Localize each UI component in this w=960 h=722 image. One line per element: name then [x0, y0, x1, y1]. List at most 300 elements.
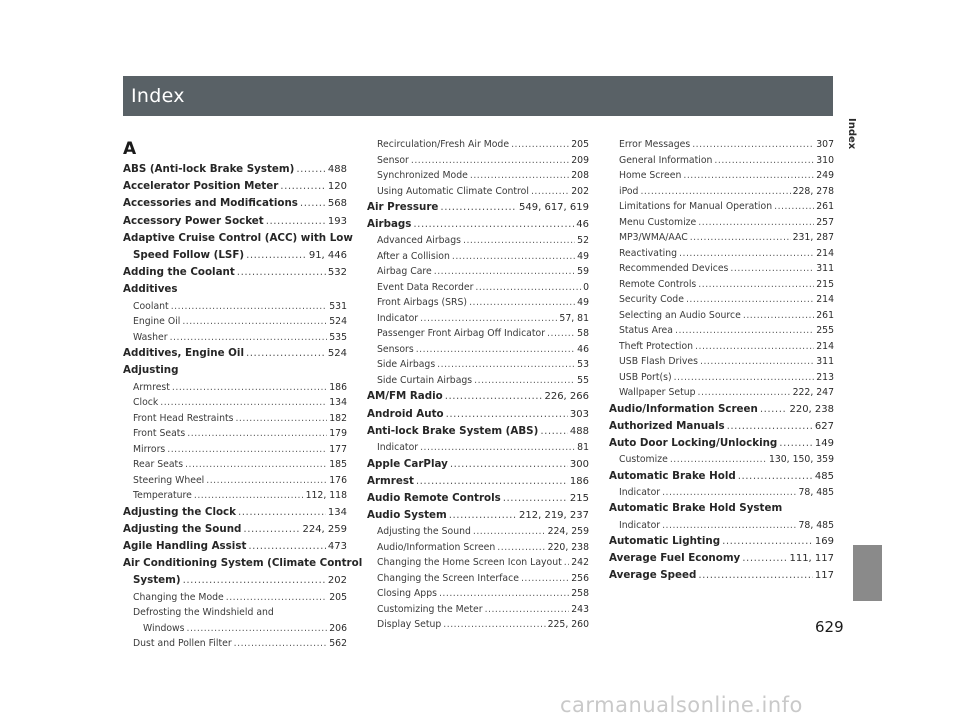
- index-subentry: [367, 153, 589, 169]
- index-entry: [123, 572, 347, 589]
- entry-page-ref: 535: [329, 331, 347, 343]
- index-subentry: [123, 488, 347, 504]
- entry-page-ref: 78, 485: [798, 486, 834, 498]
- index-subentry: [123, 621, 347, 637]
- dot-leader: [698, 385, 791, 401]
- index-subentry: [367, 249, 589, 265]
- dot-leader: [686, 292, 814, 308]
- dot-leader: [266, 213, 326, 230]
- dot-leader: [670, 452, 767, 468]
- entry-page-ref: 568: [327, 198, 347, 210]
- entry-label: Side Curtain Airbags: [377, 374, 473, 386]
- entry-page-ref: 531: [329, 300, 347, 312]
- dot-leader: [182, 314, 327, 330]
- dot-leader: [238, 504, 326, 521]
- entry-label: Steering Wheel: [133, 474, 205, 486]
- index-entry: [609, 567, 834, 584]
- entry-label: Temperature: [133, 490, 192, 502]
- index-entry: [123, 538, 347, 555]
- entry-label: Front Head Restraints: [133, 412, 234, 424]
- entry-label: ABS (Anti-lock Brake System): [123, 163, 295, 175]
- index-entry: [123, 195, 347, 212]
- index-subentry: [609, 215, 834, 231]
- entry-page-ref: 112, 118: [305, 490, 347, 502]
- entry-page-ref: 208: [571, 170, 589, 181]
- page-number: 629: [815, 618, 844, 636]
- index-subentry: [367, 357, 589, 373]
- entry-page-ref: 0: [583, 281, 589, 293]
- index-subentry: [123, 590, 347, 606]
- entry-label: Limitations for Manual Operation: [619, 201, 773, 212]
- index-heading: Adaptive Cruise Control (ACC) with Low: [123, 231, 353, 244]
- entry-page-ref: 130, 150, 359: [768, 454, 834, 466]
- entry-label: Washer: [133, 331, 168, 343]
- entry-page-ref: 627: [814, 420, 834, 432]
- entry-page-ref: 261: [816, 201, 834, 212]
- dot-leader: [445, 388, 543, 405]
- index-subentry: [367, 586, 589, 602]
- entry-page-ref: 186: [329, 381, 347, 393]
- index-subentry: [609, 230, 834, 246]
- dot-leader: [434, 264, 575, 280]
- dot-leader: [714, 153, 814, 169]
- entry-label: Remote Controls: [619, 278, 697, 290]
- index-subentry: [367, 233, 589, 249]
- dot-leader: [742, 550, 787, 567]
- entry-label: Synchronized Mode: [377, 170, 468, 181]
- dot-leader: [662, 485, 796, 501]
- entry-label: Audio/Information Screen: [377, 541, 496, 553]
- index-column-2: [367, 137, 589, 633]
- entry-label: After a Collision: [377, 250, 450, 262]
- entry-page-ref: 300: [569, 458, 589, 470]
- index-subentry: [609, 518, 834, 534]
- entry-page-ref: 120: [327, 181, 347, 193]
- dot-leader: [698, 567, 813, 584]
- entry-label: Sensor: [377, 154, 409, 166]
- entry-page-ref: 49: [577, 250, 589, 262]
- entry-label: Automatic Lighting: [609, 535, 721, 548]
- entry-label: Advanced Airbags: [377, 235, 461, 247]
- entry-page-ref: 224, 259: [302, 523, 347, 535]
- entry-label: Average Speed: [609, 569, 697, 582]
- entry-page-ref: 46: [576, 219, 589, 231]
- index-entry: [123, 504, 347, 521]
- index-subentry: [367, 555, 589, 571]
- index-entry: [609, 401, 834, 418]
- section-letter: A: [123, 139, 137, 159]
- entry-label: Status Area: [619, 325, 673, 336]
- index-heading: Additives: [123, 283, 178, 296]
- dot-leader: [413, 216, 574, 233]
- entry-page-ref: 303: [569, 408, 589, 420]
- index-entry: [123, 264, 347, 281]
- entry-label: Using Automatic Climate Control: [377, 185, 529, 197]
- entry-page-ref: 59: [577, 266, 589, 278]
- index-subentry: [367, 540, 589, 556]
- entry-page-ref: 213: [816, 371, 834, 383]
- entry-page-ref: 134: [329, 397, 347, 409]
- entry-page-ref: 220, 238: [547, 541, 589, 553]
- entry-page-ref: 206: [329, 622, 347, 634]
- index-subentry: [123, 457, 347, 473]
- entry-page-ref: 202: [571, 185, 589, 197]
- entry-page-ref: 222, 247: [792, 387, 834, 398]
- entry-label: Audio System: [367, 509, 447, 522]
- entry-label: Adding the Coolant: [123, 266, 235, 279]
- dot-leader: [183, 572, 326, 589]
- side-tab-label: Index: [846, 118, 857, 150]
- entry-label: Dust and Pollen Filter: [133, 638, 232, 650]
- index-heading: Automatic Brake Hold System: [609, 502, 783, 515]
- entry-label: Changing the Home Screen Icon Layout: [377, 557, 562, 569]
- index-header-bar: [123, 76, 833, 116]
- entry-page-ref: 473: [327, 540, 347, 552]
- dot-leader: [774, 199, 814, 215]
- index-entry: [609, 533, 834, 550]
- index-subentry: [367, 571, 589, 587]
- entry-page-ref: 46: [577, 343, 589, 355]
- entry-label: Display Setup: [377, 619, 442, 631]
- dot-leader: [730, 261, 814, 277]
- dot-leader: [439, 586, 569, 602]
- entry-label: System): [133, 574, 181, 587]
- dot-leader: [449, 507, 517, 524]
- entry-label: Recommended Devices: [619, 263, 729, 274]
- entry-page-ref: 193: [327, 215, 347, 227]
- entry-page-ref: 255: [816, 325, 834, 336]
- index-subentry: [123, 380, 347, 396]
- entry-label: Side Airbags: [377, 359, 436, 371]
- watermark: carmanualsonline.info: [560, 693, 803, 717]
- entry-page-ref: 243: [571, 603, 589, 615]
- index-subentry: [367, 184, 589, 200]
- index-entry: [609, 550, 834, 567]
- index-subentry: [367, 168, 589, 184]
- entry-label: Indicator: [377, 312, 419, 324]
- entry-page-ref: 311: [816, 263, 834, 274]
- entry-label: Coolant: [133, 300, 169, 312]
- index-entry: [367, 423, 589, 440]
- dot-leader: [760, 401, 788, 418]
- index-subentry: [367, 137, 589, 153]
- entry-page-ref: 91, 446: [308, 250, 347, 262]
- entry-label: Rear Seats: [133, 459, 184, 471]
- entry-label: Anti-lock Brake System (ABS): [367, 424, 539, 437]
- index-entry: [367, 490, 589, 507]
- dot-leader: [485, 602, 570, 618]
- index-subentry: [367, 295, 589, 311]
- index-subentry: [609, 485, 834, 501]
- index-subentry: [123, 426, 347, 442]
- entry-label: USB Flash Drives: [619, 356, 698, 367]
- entry-page-ref: 53: [577, 359, 589, 371]
- entry-page-ref: 182: [329, 412, 347, 424]
- dot-leader: [246, 247, 307, 264]
- dot-leader: [473, 524, 546, 540]
- entry-label: USB Port(s): [619, 371, 672, 383]
- dot-leader: [679, 246, 814, 262]
- index-subentry: [367, 264, 589, 280]
- index-entry: [367, 507, 589, 524]
- index-subentry: [367, 440, 589, 456]
- index-subentry: [123, 299, 347, 315]
- entry-page-ref: 261: [816, 309, 834, 321]
- dot-leader: [564, 555, 570, 571]
- index-entry: [123, 247, 347, 264]
- entry-label: Auto Door Locking/Unlocking: [609, 436, 778, 449]
- index-subentry: [123, 473, 347, 489]
- entry-page-ref: 231, 287: [792, 232, 834, 243]
- index-subentry: [609, 137, 834, 153]
- index-entry: [367, 456, 589, 473]
- dot-leader: [700, 354, 814, 370]
- dot-leader: [160, 395, 327, 411]
- dot-leader: [474, 373, 575, 389]
- entry-page-ref: 214: [816, 247, 834, 259]
- index-subentry: [609, 168, 834, 184]
- entry-label: Indicator: [619, 519, 661, 531]
- entry-page-ref: 111, 117: [789, 553, 834, 565]
- dot-leader: [547, 326, 575, 342]
- entry-page-ref: 205: [329, 591, 347, 603]
- entry-label: Indicator: [377, 442, 419, 454]
- dot-leader: [248, 538, 326, 555]
- dot-leader: [420, 440, 575, 456]
- entry-label: AM/FM Radio: [367, 390, 443, 403]
- entry-page-ref: 214: [816, 294, 834, 305]
- side-tab: [853, 76, 882, 158]
- dot-leader: [185, 457, 327, 473]
- dot-leader: [511, 137, 569, 153]
- entry-page-ref: 242: [571, 557, 589, 569]
- index-subentry: [609, 370, 834, 386]
- dot-leader: [531, 184, 569, 200]
- index-subentry: [609, 308, 834, 324]
- entry-label: Accessories and Modifications: [123, 197, 298, 210]
- index-subentry: [123, 330, 347, 346]
- entry-label: Closing Apps: [377, 588, 437, 600]
- dot-leader: [470, 168, 569, 184]
- entry-page-ref: 311: [816, 356, 834, 367]
- entry-page-ref: 185: [329, 459, 347, 471]
- dot-leader: [280, 178, 326, 195]
- entry-label: Audio Remote Controls: [367, 491, 501, 504]
- entry-page-ref: 134: [327, 506, 347, 518]
- index-subentry: [367, 524, 589, 540]
- entry-label: Front Airbags (SRS): [377, 297, 468, 309]
- entry-page-ref: 179: [329, 428, 347, 440]
- entry-label: Security Code: [619, 294, 684, 305]
- index-entry: [123, 345, 347, 362]
- index-subentry: [367, 602, 589, 618]
- index-subentry: [609, 292, 834, 308]
- index-subentry: [609, 323, 834, 339]
- dot-leader: [437, 357, 575, 373]
- dot-leader: [675, 323, 814, 339]
- entry-page-ref: 209: [571, 154, 589, 166]
- index-column-1: [123, 137, 363, 652]
- index-entry: [609, 468, 834, 485]
- dot-leader: [690, 230, 791, 246]
- index-entry: [609, 418, 834, 435]
- index-entry: [123, 178, 347, 195]
- entry-page-ref: 258: [571, 588, 589, 600]
- entry-label: Adjusting the Clock: [123, 505, 236, 518]
- entry-page-ref: 307: [816, 139, 834, 150]
- entry-label: Mirrors: [133, 443, 166, 455]
- index-subentry: [609, 199, 834, 215]
- entry-label: Changing the Mode: [133, 591, 224, 603]
- dot-leader: [171, 299, 328, 315]
- dot-leader: [727, 418, 813, 435]
- dot-leader: [167, 442, 327, 458]
- entry-label: Changing the Screen Interface: [377, 572, 519, 584]
- entry-page-ref: 176: [329, 474, 347, 486]
- entry-page-ref: 224, 259: [547, 526, 589, 538]
- dot-leader: [450, 456, 568, 473]
- dot-leader: [463, 233, 575, 249]
- page-title: Index: [131, 85, 185, 107]
- dot-leader: [521, 571, 569, 587]
- entry-page-ref: 212, 219, 237: [519, 510, 589, 522]
- entry-label: Wallpaper Setup: [619, 387, 696, 398]
- entry-page-ref: 524: [327, 348, 347, 360]
- index-subentry: [123, 442, 347, 458]
- index-subentry: [367, 373, 589, 389]
- entry-label: Menu Customize: [619, 216, 697, 228]
- dot-leader: [411, 153, 569, 169]
- index-entry: [123, 161, 347, 178]
- entry-page-ref: 149: [814, 437, 834, 449]
- dot-leader: [420, 311, 557, 327]
- dot-leader: [452, 249, 575, 265]
- dot-leader: [170, 330, 328, 346]
- entry-page-ref: 549, 617, 619: [519, 202, 589, 213]
- side-tab-marker: [853, 545, 882, 601]
- dot-leader: [187, 426, 327, 442]
- index-subentry: [123, 636, 347, 652]
- index-subentry: [123, 314, 347, 330]
- entry-label: Accelerator Position Meter: [123, 180, 279, 193]
- dot-leader: [206, 473, 327, 489]
- entry-page-ref: 562: [329, 638, 347, 650]
- dot-leader: [738, 468, 813, 485]
- entry-label: Armrest: [133, 381, 170, 393]
- dot-leader: [243, 521, 300, 538]
- index-entry: [367, 216, 589, 233]
- index-heading: Air Conditioning System (Climate Control: [123, 557, 363, 570]
- entry-label: Customizing the Meter: [377, 603, 483, 615]
- dot-leader: [497, 540, 545, 556]
- entry-label: Windows: [143, 622, 185, 634]
- index-subentry: [609, 277, 834, 293]
- entry-label: Accessory Power Socket: [123, 214, 264, 227]
- entry-page-ref: 177: [329, 443, 347, 455]
- dot-leader: [722, 533, 813, 550]
- entry-label: Average Fuel Economy: [609, 552, 741, 565]
- entry-label: MP3/WMA/AAC: [619, 232, 688, 243]
- dot-leader: [640, 184, 790, 200]
- entry-page-ref: 485: [814, 470, 834, 482]
- entry-label: Reactivating: [619, 247, 678, 259]
- dot-leader: [446, 406, 568, 423]
- entry-label: Event Data Recorder: [377, 281, 474, 293]
- dot-leader: [246, 345, 326, 362]
- entry-label: Passenger Front Airbag Off Indicator: [377, 328, 546, 340]
- entry-label: Theft Protection: [619, 340, 694, 352]
- entry-page-ref: 186: [569, 475, 589, 487]
- entry-page-ref: 225, 260: [547, 619, 589, 631]
- entry-label: Adjusting the Sound: [123, 522, 242, 535]
- entry-page-ref: 524: [329, 316, 347, 328]
- dot-leader: [440, 199, 517, 216]
- index-subentry: [367, 280, 589, 296]
- index-subentry: [367, 342, 589, 358]
- dot-leader: [416, 342, 575, 358]
- entry-page-ref: 249: [816, 170, 834, 181]
- index-subentry: [609, 385, 834, 401]
- index-entry: [367, 388, 589, 405]
- entry-label: Indicator: [619, 486, 661, 498]
- entry-page-ref: 205: [571, 139, 589, 150]
- dot-leader: [475, 280, 581, 296]
- index-subentry: [367, 617, 589, 633]
- index-subentry: [609, 246, 834, 262]
- entry-label: Customize: [619, 454, 668, 466]
- dot-leader: [698, 277, 814, 293]
- index-subentry: [609, 184, 834, 200]
- entry-label: Android Auto: [367, 407, 444, 420]
- index-subentry: [609, 261, 834, 277]
- dot-leader: [300, 195, 326, 212]
- index-subentry: [609, 452, 834, 468]
- index-subentry: [367, 311, 589, 327]
- index-entry: [367, 473, 589, 490]
- entry-page-ref: 169: [814, 536, 834, 548]
- entry-label: Airbag Care: [377, 266, 432, 278]
- entry-label: Authorized Manuals: [609, 419, 725, 432]
- entry-page-ref: 532: [327, 267, 347, 279]
- entry-page-ref: 214: [816, 340, 834, 352]
- entry-label: Air Pressure: [367, 201, 439, 213]
- index-column-3: [609, 137, 834, 585]
- entry-page-ref: 488: [569, 425, 589, 437]
- entry-page-ref: 215: [816, 278, 834, 290]
- entry-page-ref: 117: [814, 570, 834, 582]
- entry-label: Recirculation/Fresh Air Mode: [377, 139, 510, 150]
- entry-label: Airbags: [367, 218, 412, 231]
- entry-page-ref: 58: [577, 328, 589, 340]
- entry-page-ref: 57, 81: [559, 312, 589, 324]
- dot-leader: [226, 590, 328, 606]
- dot-leader: [187, 621, 328, 637]
- entry-label: Audio/Information Screen: [609, 402, 758, 415]
- index-entry: [609, 435, 834, 452]
- entry-label: Error Messages: [619, 139, 691, 150]
- dot-leader: [674, 370, 815, 386]
- entry-label: Sensors: [377, 343, 414, 355]
- entry-label: Agile Handling Assist: [123, 539, 247, 552]
- entry-page-ref: 52: [577, 235, 589, 247]
- entry-label: Home Screen: [619, 170, 682, 181]
- entry-page-ref: 215: [569, 492, 589, 504]
- entry-page-ref: 49: [577, 297, 589, 309]
- entry-label: Speed Follow (LSF): [133, 249, 245, 262]
- dot-leader: [237, 264, 326, 281]
- dot-leader: [443, 617, 545, 633]
- dot-leader: [234, 636, 328, 652]
